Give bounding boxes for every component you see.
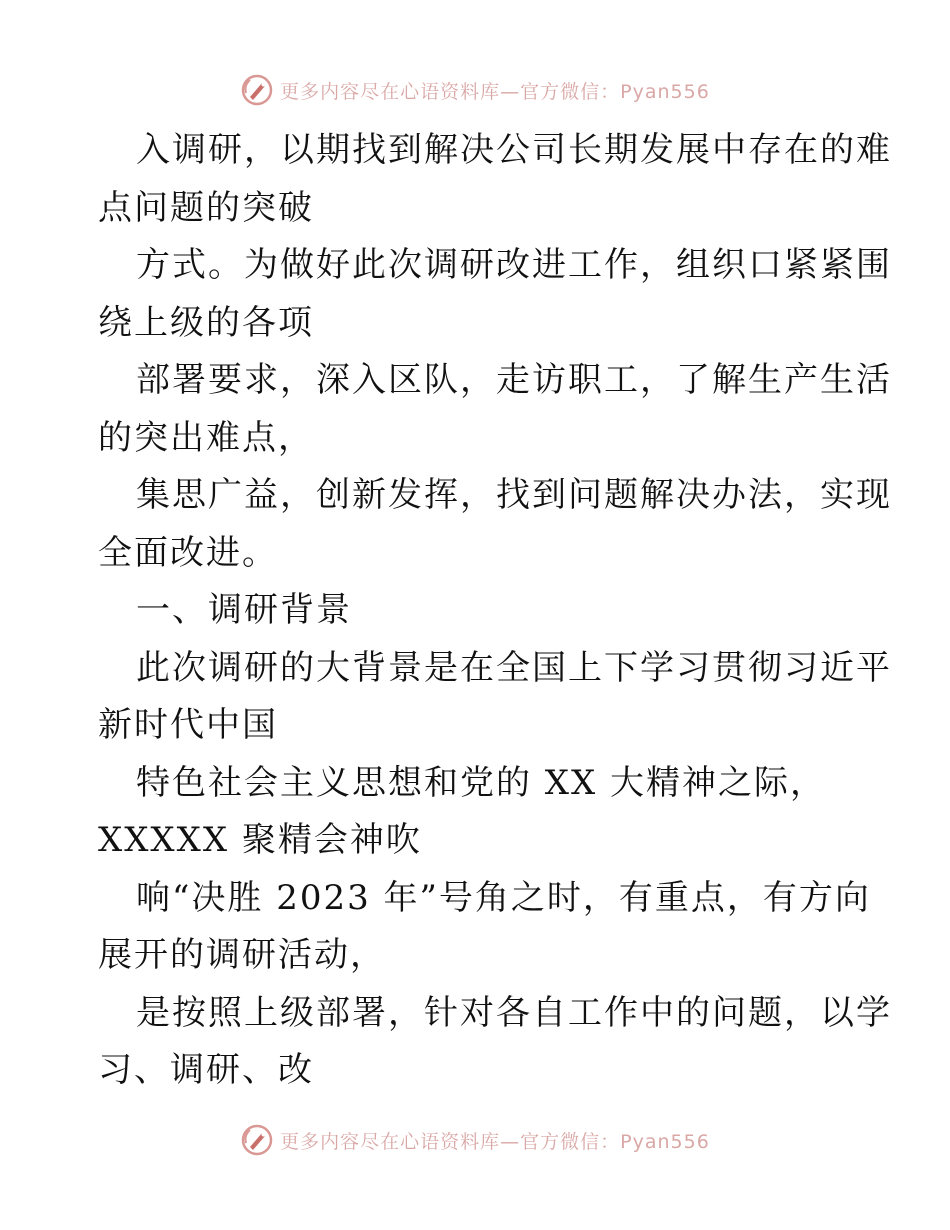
text-line: 此次调研的大背景是在全国上下学习贯彻习近平 <box>136 647 892 688</box>
text-line: 绕上级的各项 <box>98 302 314 343</box>
watermark-group <box>240 73 710 107</box>
text-line: 部署要求，深入区队，走访职工，了解生产生活 <box>136 360 892 400</box>
text-line: 全面改进。 <box>98 532 278 573</box>
text-line: 方式。为做好此次调研改进工作，组织口紧紧围 <box>136 245 892 285</box>
pen-nib-logo-icon <box>240 73 274 107</box>
watermark-text: 更多内容尽在心语资料库—官方微信：Pyan556 <box>280 80 710 103</box>
text-line: 点问题的突破 <box>98 187 314 228</box>
text-line: 新时代中国 <box>98 705 278 745</box>
document-body <box>98 122 892 1100</box>
footer-watermark <box>0 1120 950 1160</box>
watermark-text: 更多内容尽在心语资料库—官方微信：Pyan556 <box>280 1130 710 1153</box>
text-line: 入调研，以期找到解决公司长期发展中存在的难 <box>136 130 892 170</box>
text-line: 的突出难点， <box>98 417 314 458</box>
text-line: 展开的调研活动， <box>98 935 386 975</box>
text-line: 习、调研、改 <box>98 1050 314 1090</box>
pen-nib-logo-icon <box>240 1123 274 1157</box>
section-heading: 一、调研背景 <box>136 590 352 630</box>
text-line: 是按照上级部署，针对各自工作中的问题，以学 <box>136 992 892 1033</box>
header-watermark <box>0 70 950 110</box>
text-line: 响“决胜 2023 年”号角之时，有重点，有方向 <box>136 877 871 918</box>
text-line: 特色社会主义思想和党的 XX 大精神之际， <box>136 762 827 803</box>
text-line: 集思广益，创新发挥，找到问题解决办法，实现 <box>136 475 892 515</box>
text-line: XXXXX 聚精会神吹 <box>98 820 422 860</box>
watermark-group <box>240 1123 710 1157</box>
